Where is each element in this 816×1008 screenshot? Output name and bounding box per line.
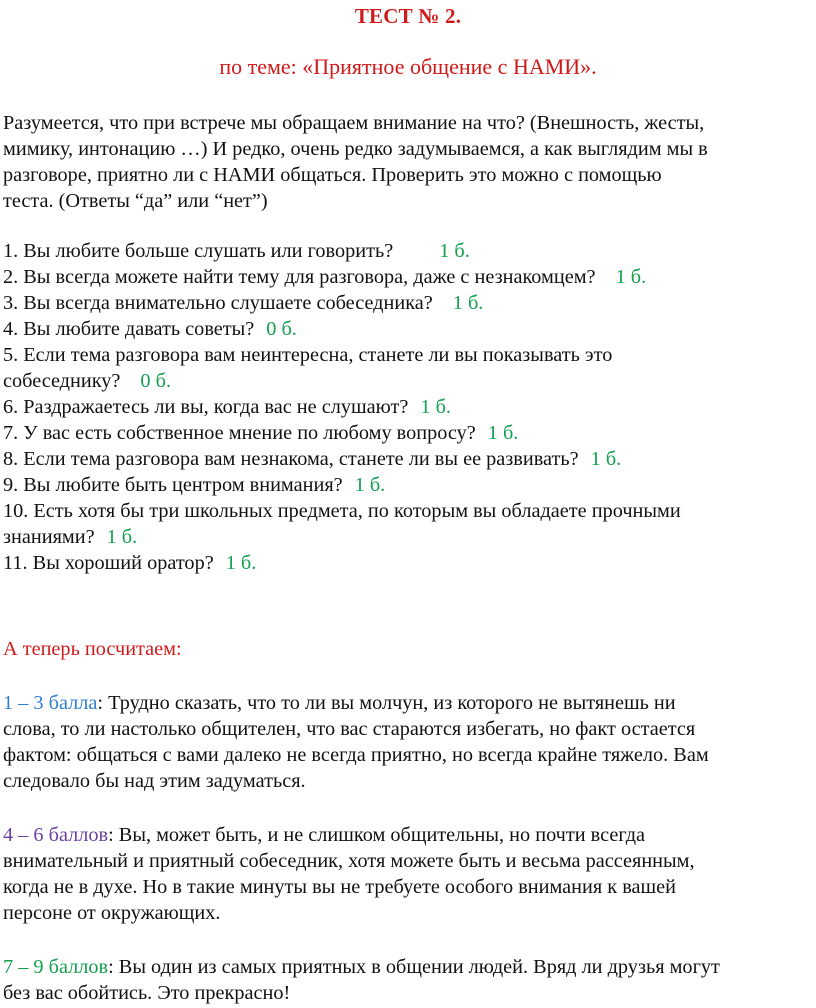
result-range: 4 – 6 баллов — [3, 824, 109, 846]
result-line — [3, 690, 811, 716]
intro-line: Разумеется, что при встрече мы обращаем внимание на что? (Внешность, жесты, — [3, 112, 705, 134]
question-points: 0 б. — [140, 370, 172, 392]
question-item — [3, 316, 811, 342]
result-line: слова, то ли настолько общителен, что вас стараются избегать, но факт остается — [3, 718, 696, 740]
question-text: 7. У вас есть собственное мнение по любому вопросу? — [3, 422, 476, 444]
result-block-mid — [3, 822, 811, 926]
result-range: 7 – 9 баллов — [3, 956, 109, 978]
result-line: персоне от окружающих. — [3, 902, 221, 924]
question-text: 2. Вы всегда можете найти тему для разговора, даже с незнакомцем? — [3, 266, 596, 288]
intro-paragraph — [3, 110, 811, 214]
result-range: 1 – 3 балла — [3, 692, 98, 714]
question-text: 11. Вы хороший оратор? — [3, 552, 214, 574]
question-points: 1 б. — [106, 526, 138, 548]
question-points: 1 б. — [452, 292, 484, 314]
question-points: 1 б. — [420, 396, 451, 418]
question-text: 9. Вы любите быть центром внимания? — [3, 474, 343, 496]
test-title: ТЕСТ № 2. — [354, 4, 462, 28]
test-subtitle: по теме: «Приятное общение с НАМИ». — [219, 54, 597, 79]
result-line — [3, 954, 811, 980]
question-points: 1 б. — [439, 240, 470, 262]
question-points: 1 б. — [615, 266, 647, 288]
question-item — [3, 420, 811, 446]
question-text: 1. Вы любите больше слушать или говорить? — [3, 240, 394, 262]
question-text: 8. Если тема разговора вам незнакома, станете ли вы ее развивать? — [3, 448, 579, 470]
question-item — [3, 498, 811, 524]
question-list — [3, 238, 811, 576]
question-item — [3, 394, 811, 420]
question-text: 6. Раздражаетесь ли вы, когда вас не слушают? — [3, 396, 409, 418]
question-text: 10. Есть хотя бы три школьных предмета, по которым вы обладаете прочными — [3, 500, 681, 522]
result-block-low — [3, 690, 811, 794]
question-text: 3. Вы всегда внимательно слушаете собеседника? — [3, 292, 433, 314]
question-item — [3, 290, 811, 316]
question-item — [3, 472, 811, 498]
scoring-heading: А теперь посчитаем: — [3, 638, 182, 660]
question-item — [3, 446, 811, 472]
question-text: 5. Если тема разговора вам неинтересна, станете ли вы показывать это — [3, 344, 613, 366]
result-text: : Вы один из самых приятных в общении людей. Вряд ли друзья могут — [108, 956, 720, 978]
intro-line: мимику, интонацию …) И редко, очень редко задумываемся, а как выглядим мы в — [3, 138, 708, 160]
intro-line: теста. (Ответы “да” или “нет”) — [3, 190, 268, 212]
question-points: 1 б. — [354, 474, 386, 496]
result-text: : Трудно сказать, что то ли вы молчун, из которого не вытянешь ни — [97, 692, 676, 714]
result-line: без вас обойтись. Это прекрасно! — [3, 982, 291, 1004]
question-text: собеседнику? — [3, 370, 121, 392]
result-line: фактом: общаться с вами далеко не всегда приятно, но всегда крайне тяжело. Вам — [3, 744, 709, 766]
result-line: когда не в духе. Но в такие минуты вы не требуете особого внимания к вашей — [3, 876, 676, 898]
question-item-continued — [3, 368, 811, 394]
question-item-continued — [3, 524, 811, 550]
question-text: 4. Вы любите давать советы? — [3, 318, 255, 340]
question-item — [3, 342, 811, 368]
question-item — [3, 238, 811, 264]
question-points: 1 б. — [487, 422, 519, 444]
result-line — [3, 822, 811, 848]
question-text: знаниями? — [3, 526, 95, 548]
result-block-high — [3, 954, 811, 1006]
question-item — [3, 264, 811, 290]
question-points: 1 б. — [225, 552, 257, 574]
question-item — [3, 550, 811, 576]
result-text: : Вы, может быть, и не слишком общительны, но почти всегда — [108, 824, 646, 846]
result-line: внимательный и приятный собеседник, хотя можете быть и весьма рассеянным, — [3, 850, 695, 872]
intro-line: разговоре, приятно ли с НАМИ общаться. Проверить это можно с помощью — [3, 164, 662, 186]
question-points: 1 б. — [590, 448, 622, 470]
result-line: следовало бы над этим задуматься. — [3, 770, 306, 792]
question-points: 0 б. — [266, 318, 297, 340]
